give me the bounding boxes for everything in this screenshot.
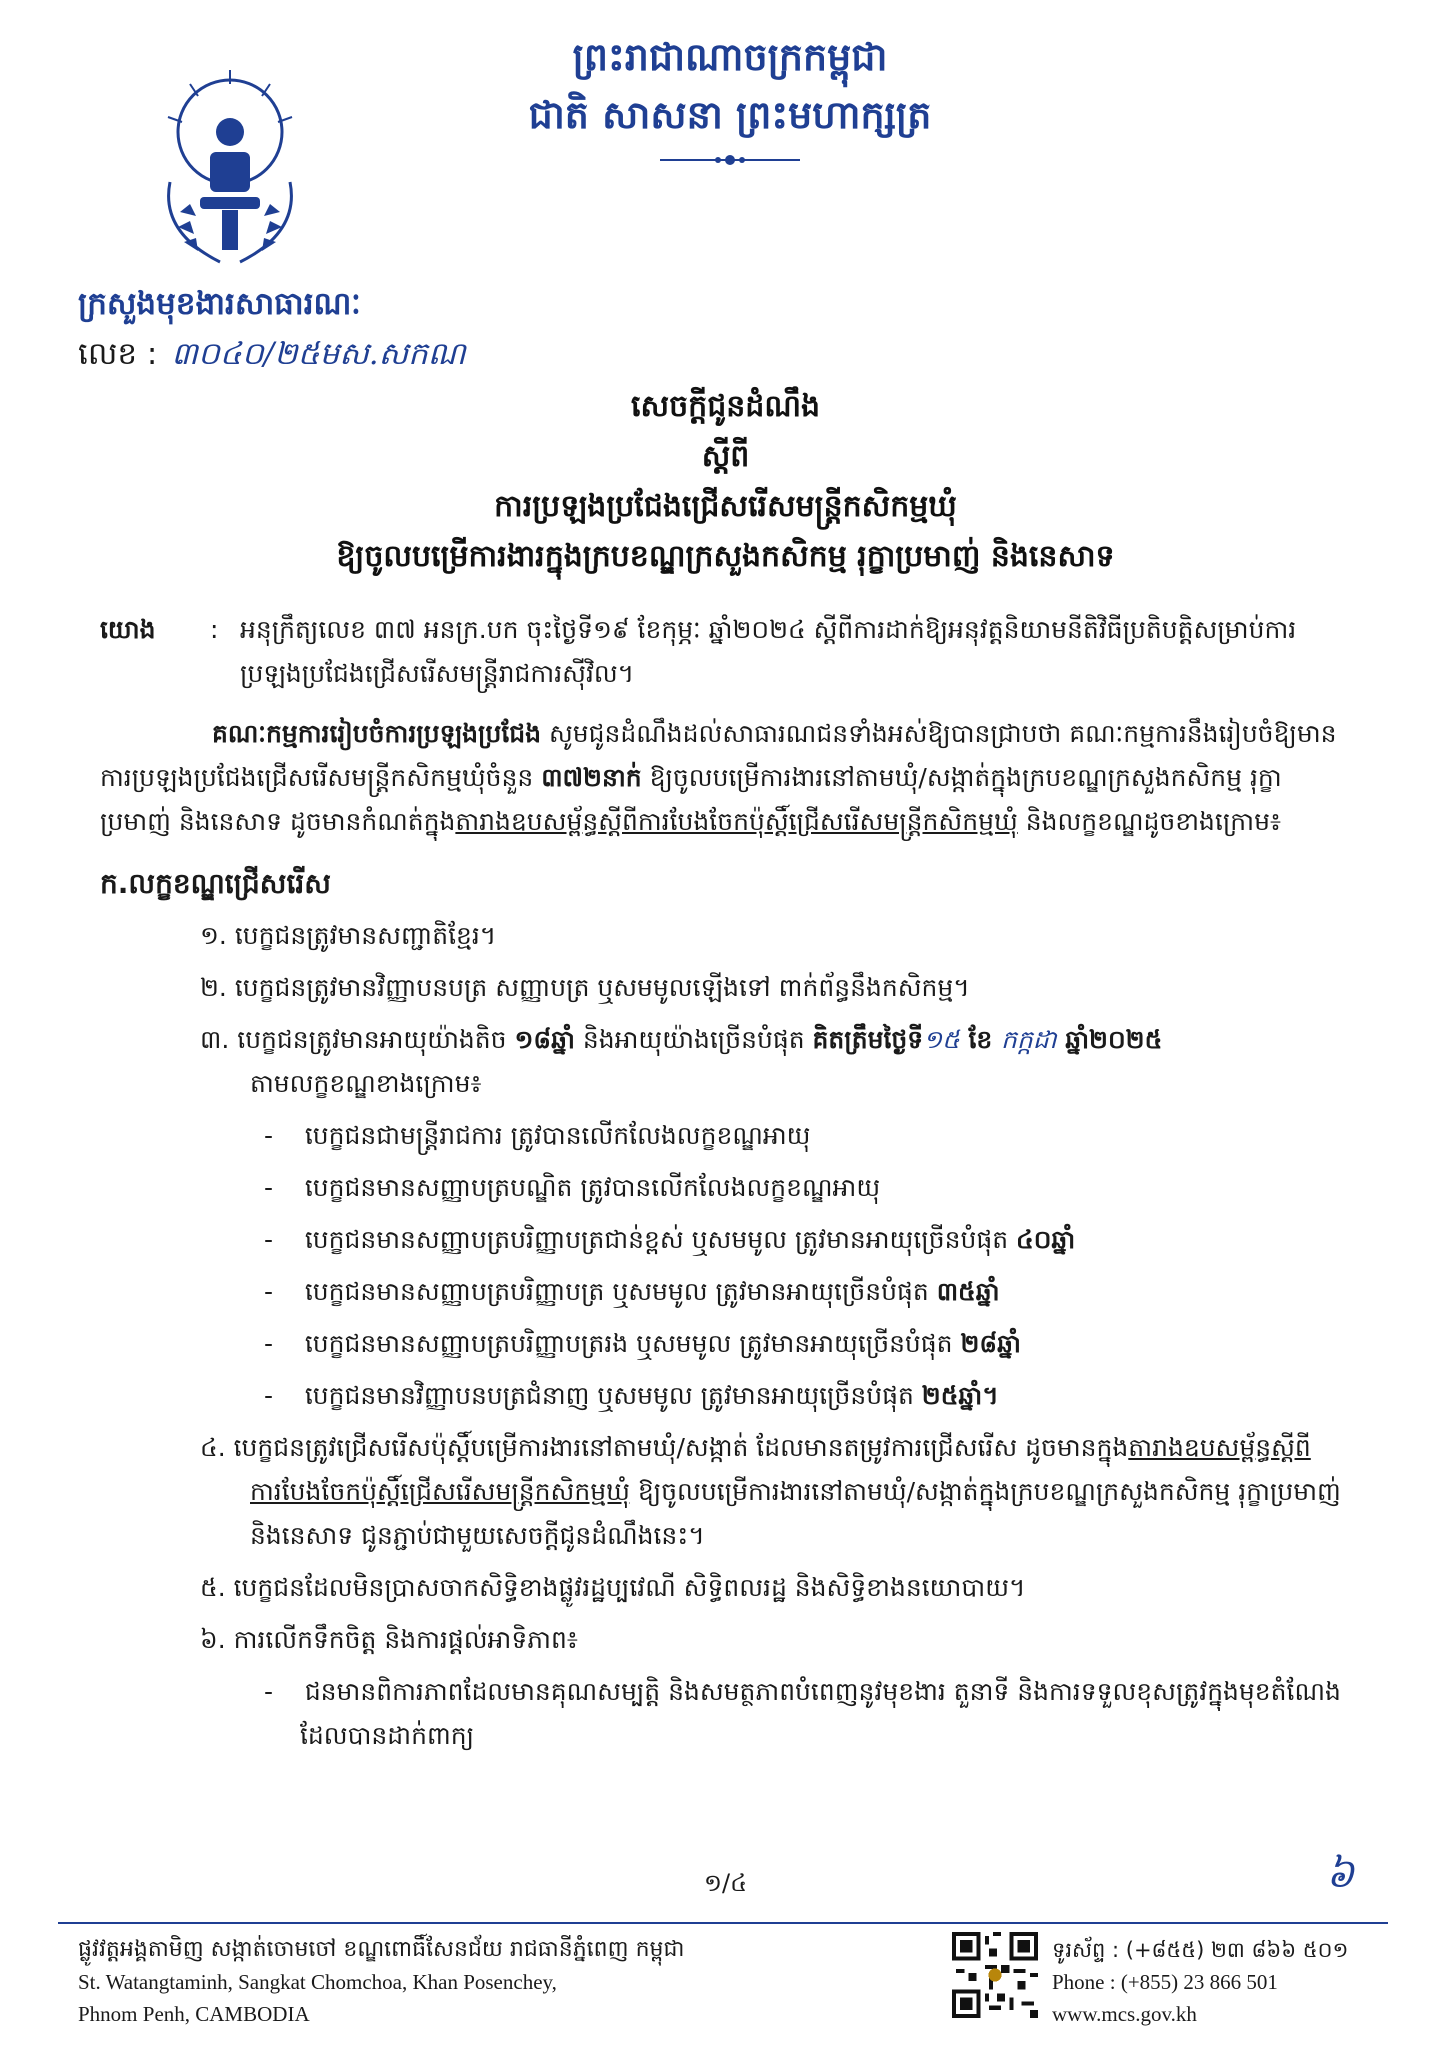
annex-table-reference: តារាងឧបសម្ព័ន្ធស្តីពីការបែងចែកប៉ុស្តិ៍ជ្រើសរើសមន្ត្រីកសិកម្មឃុំ <box>455 807 1018 836</box>
item3-text-a: ៣. បេក្ខជនត្រូវមានអាយុយ៉ាងតិច <box>200 1025 515 1054</box>
document-title <box>0 382 1451 582</box>
item3-month-label: ខែ <box>959 1025 1001 1054</box>
age-condition-text: បេក្ខជនមានសញ្ញាបត្របរិញ្ញាបត្រ ឬសមមូល ត្រូវមានអាយុច្រើនបំផុត <box>304 1277 937 1306</box>
criteria-item-6: ៦. ការលើកទឹកចិត្ត និងការផ្តល់អាទិភាព៖ <box>200 1625 578 1654</box>
intro-count: ៣៧២នាក់ <box>541 763 642 792</box>
age-condition-limit: ៣៥ឆ្នាំ <box>936 1277 1000 1306</box>
phone-english: Phone : (+855) 23 866 501 <box>1052 1970 1278 1994</box>
age-condition-text: បេក្ខជនមានវិញ្ញាបនបត្រជំនាញ ឬសមមូល ត្រូវមានអាយុច្រើនបំផុត <box>304 1381 922 1410</box>
basis-colon: : <box>210 615 219 644</box>
page-number: ១/៤ <box>703 1869 748 1897</box>
title-line4: ឱ្យចូលបម្រើការងារក្នុងក្របខណ្ឌក្រសួងកសិកម្ម រុក្ខាប្រមាញ់ និងនេសាទ <box>336 539 1115 574</box>
item3-as-of: គិតត្រឹមថ្ងៃទី <box>812 1025 924 1054</box>
criteria-item-3 <box>100 1018 1350 1106</box>
criteria-item-2: ២. បេក្ខជនត្រូវមានវិញ្ញាបនបត្រ សញ្ញាបត្រ ឬសមមូលឡើងទៅ ពាក់ព័ន្ធនឹងកសិកម្ម។ <box>200 973 970 1002</box>
item3-day: ១៥ <box>923 1025 960 1054</box>
age-condition-limit: ២៨ឆ្នាំ <box>960 1329 1021 1358</box>
intro-text-c: និងលក្ខខណ្ឌដូចខាងក្រោម៖ <box>1017 807 1281 836</box>
title-line1: សេចក្តីជូនដំណឹង <box>631 389 820 424</box>
criteria-item-5: ៥. បេក្ខជនដែលមិនប្រាសចាកសិទ្ធិខាងផ្លូវរដ្ឋប្បវេណី សិទ្ធិពលរដ្ឋ និងសិទ្ធិខាងនយោបាយ។ <box>200 1573 1026 1602</box>
item3-year: ឆ្នាំ២០២៥ <box>1056 1025 1163 1054</box>
address-khmer: ផ្លូវវត្តអង្គតាមិញ សង្កាត់ចោមចៅ ខណ្ឌពោធិ៍សែនជ័យ រាជធានីភ្នំពេញ កម្ពុជា <box>78 1937 685 1962</box>
age-condition-list <box>100 1114 1350 1418</box>
age-condition-item: - បេក្ខជនមានសញ្ញាបត្របរិញ្ញាបត្រជាន់ខ្ពស់ ឬសមមូល ត្រូវមានអាយុច្រើនបំផុត ៤០ឆ្នាំ <box>264 1225 1076 1254</box>
item4-text-a: ៤. បេក្ខជនត្រូវជ្រើសរើសប៉ុស្តិ៍បម្រើការងារនៅតាមឃុំ/សង្កាត់ ដែលមានតម្រូវការជ្រើសរើស ដូចមានក្នុង <box>200 1433 1129 1462</box>
criteria-item-4 <box>100 1426 1350 1558</box>
intro-committee: គណៈកម្មការរៀបចំការប្រឡងប្រជែង <box>212 719 542 748</box>
item3-continuation: តាមលក្ខខណ្ឌខាងក្រោម៖ <box>250 1069 482 1098</box>
title-line3: ការប្រឡងប្រជែងជ្រើសរើសមន្ត្រីកសិកម្មឃុំ <box>494 489 957 524</box>
intro-paragraph <box>100 712 1350 844</box>
basis-text: អនុក្រឹត្យលេខ ៣៧ អនក្រ.បក ចុះថ្ងៃទី១៩ ខែកុម្ភៈ ឆ្នាំ២០២៤ ស្តីពីការដាក់ឱ្យអនុវត្តនិយាមនីតិវិធីប្រតិបត្តិសម្រាប់ការប្រឡងប្រជែងជ្រើសរើសមន្ត្រីរាជការស៊ីវិល។ <box>240 615 1297 688</box>
phone-khmer: ទូរស័ព្ទ : (+៨៥៥) ២៣ ៨៦៦ ៥០១ <box>1052 1938 1349 1962</box>
reference-label: លេខ : <box>78 336 158 372</box>
item3-text-b: និងអាយុយ៉ាងច្រើនបំផុត <box>574 1025 813 1054</box>
age-condition-item: - បេក្ខជនមានសញ្ញាបត្របរិញ្ញាបត្រ ឬសមមូល ត្រូវមានអាយុច្រើនបំផុត ៣៥ឆ្នាំ <box>264 1277 1000 1306</box>
item3-min-age: ១៨ឆ្នាំ <box>514 1025 575 1054</box>
age-condition-text: បេក្ខជនជាមន្ត្រីរាជការ ត្រូវបានលើកលែងលក្ខខណ្ឌអាយុ <box>304 1121 811 1150</box>
footer-address <box>78 1934 684 2030</box>
intro-text-b: ឱ្យចូលបម្រើការងារនៅតាមឃុំ/សង្កាត់ក្នុងក្របខណ្ឌក្រសួងកសិកម្ម រុក្ខាប្រមាញ់ និងនេសាទ ដូចមានកំណត់ក្នុង <box>100 763 1282 836</box>
footer-divider <box>58 1922 1388 1924</box>
intro-text-a: សូមជូនដំណឹងដល់សាធារណជនទាំងអស់ឱ្យបានជ្រាបថា គណៈកម្មការនឹងរៀបចំឱ្យមានការប្រឡងប្រជែងជ្រើសរើសមន្ត្រីកសិកម្មឃុំចំនួន <box>100 719 1337 792</box>
website-link[interactable]: www.mcs.gov.kh <box>1052 2002 1197 2026</box>
ministry-name: ក្រសួងមុខងារសាធារណៈ <box>78 286 361 322</box>
item3-month: កក្កដា <box>1000 1025 1057 1054</box>
age-condition-text: បេក្ខជនមានសញ្ញាបត្របរិញ្ញាបត្រជាន់ខ្ពស់ ឬសមមូល ត្រូវមានអាយុច្រើនបំផុត <box>304 1225 1017 1254</box>
kingdom-motto-line2: ជាតិ សាសនា ព្រះមហាក្សត្រ <box>528 93 932 137</box>
age-condition-text: បេក្ខជនមានសញ្ញាបត្របណ្ឌិត ត្រូវបានលើកលែងលក្ខខណ្ឌអាយុ <box>304 1173 881 1202</box>
ornament-divider-icon <box>660 150 800 170</box>
reference-number <box>78 335 466 380</box>
handwritten-initial: ៦ <box>1326 1851 1355 1897</box>
kingdom-header <box>420 28 1040 144</box>
section-a-heading: ក.លក្ខខណ្ឌជ្រើសរើស <box>100 867 331 900</box>
criteria-item-1: ១. បេក្ខជនត្រូវមានសញ្ជាតិខ្មែរ។ <box>200 921 497 950</box>
qr-code-icon <box>952 1932 1038 2018</box>
priority-condition-item: - ជនមានពិការភាពដែលមានគុណសម្បត្តិ និងសមត្ថភាពបំពេញនូវមុខងារ តួនាទី និងការទទួលខុសត្រូវក្នុងមុខតំណែងដែលបានដាក់ពាក្យ <box>264 1677 1341 1750</box>
age-condition-limit: ៤០ឆ្នាំ <box>1016 1225 1076 1254</box>
reference-handwritten: ៣០៤០/២៥មស.សកណ <box>171 336 466 372</box>
ministry-emblem-icon <box>140 62 320 272</box>
age-condition-item: - បេក្ខជនជាមន្ត្រីរាជការ ត្រូវបានលើកលែងលក្ខខណ្ឌអាយុ <box>264 1121 811 1150</box>
basis-paragraph <box>100 608 1350 696</box>
age-condition-item: - បេក្ខជនមានវិញ្ញាបនបត្រជំនាញ ឬសមមូល ត្រូវមានអាយុច្រើនបំផុត ២៥ឆ្នាំ។ <box>264 1381 999 1410</box>
address-english-line1: St. Watangtaminh, Sangkat Chomchoa, Khan Posenchey, <box>78 1970 557 1994</box>
annex-table-reference-2: តារាងឧបសម្ព័ន្ធស្តីពីការបែងចែកប៉ុស្តិ៍ជ្រើសរើសមន្ត្រីកសិកម្មឃុំ <box>250 1433 1311 1506</box>
item4-text-b: ឱ្យចូលបម្រើការងារនៅតាមឃុំ/សង្កាត់ក្នុងក្របខណ្ឌក្រសួងកសិកម្ម រុក្ខាប្រមាញ់ និងនេសាទ ជូនភ្ជាប់ជាមួយសេចក្តីជូនដំណឹងនេះ។ <box>250 1477 1341 1550</box>
footer-contact <box>1052 1934 1348 2030</box>
age-condition-item: - បេក្ខជនមានសញ្ញាបត្របរិញ្ញាបត្ររង ឬសមមូល ត្រូវមានអាយុច្រើនបំផុត ២៨ឆ្នាំ <box>264 1329 1021 1358</box>
age-condition-limit: ២៥ឆ្នាំ។ <box>921 1381 999 1410</box>
document-body <box>100 608 1350 1758</box>
title-line2: ស្តីពី <box>701 439 750 474</box>
address-english-line2: Phnom Penh, CAMBODIA <box>78 2002 310 2026</box>
priority-condition-text: ជនមានពិការភាពដែលមានគុណសម្បត្តិ និងសមត្ថភាពបំពេញនូវមុខងារ តួនាទី និងការទទួលខុសត្រូវក្នុងមុខតំណែងដែលបានដាក់ពាក្យ <box>300 1677 1341 1750</box>
age-condition-text: បេក្ខជនមានសញ្ញាបត្របរិញ្ញាបត្ររង ឬសមមូល ត្រូវមានអាយុច្រើនបំផុត <box>304 1329 961 1358</box>
age-condition-item: - បេក្ខជនមានសញ្ញាបត្របណ្ឌិត ត្រូវបានលើកលែងលក្ខខណ្ឌអាយុ <box>264 1173 881 1202</box>
basis-label: យោង <box>100 615 156 644</box>
kingdom-motto-line1: ព្រះរាជាណាចក្រកម្ពុជា <box>572 35 888 79</box>
